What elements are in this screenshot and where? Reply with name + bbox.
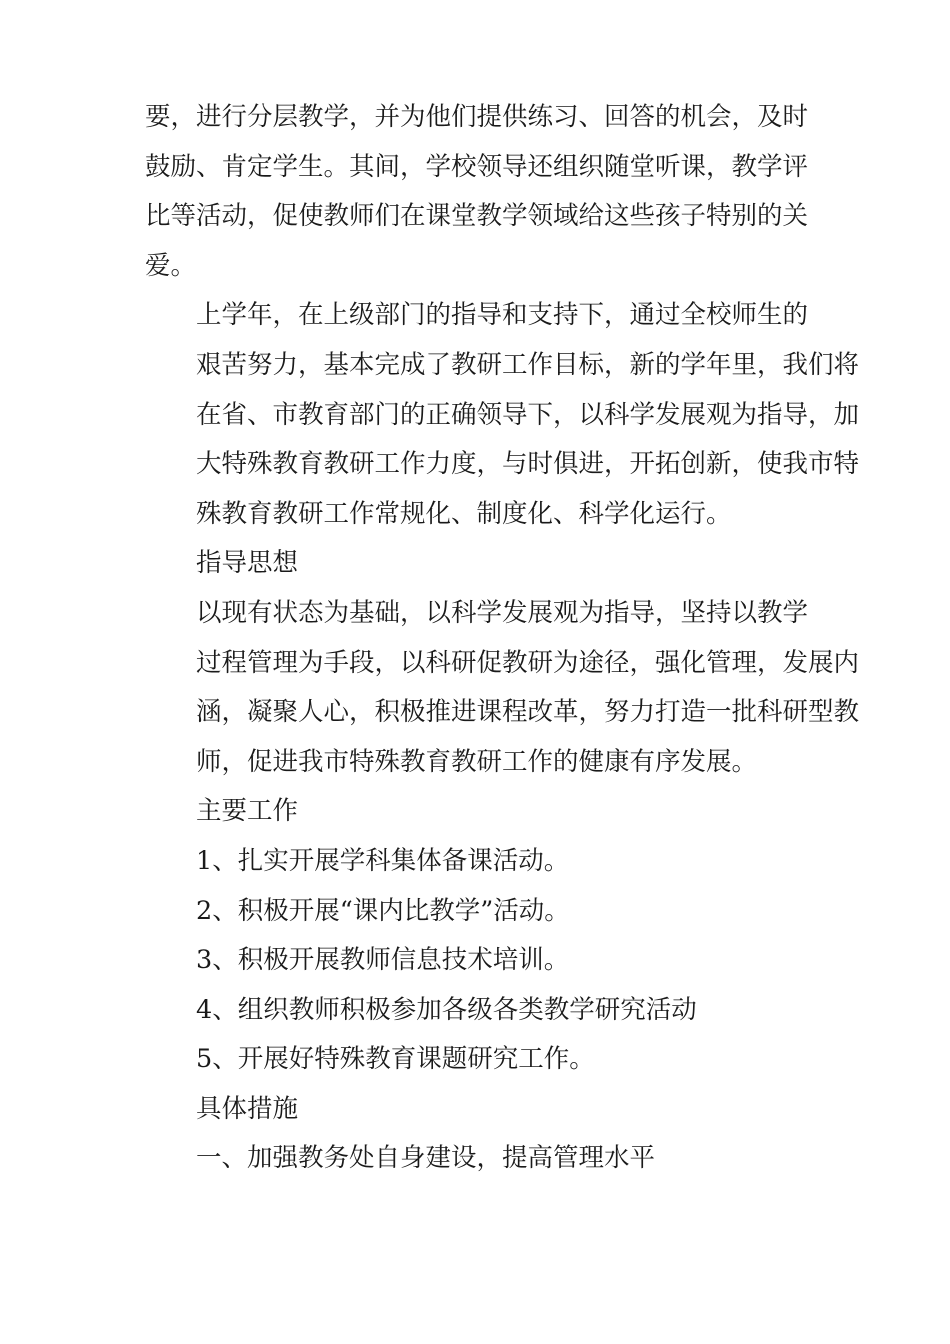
text-line: 大特殊教育教研工作力度，与时俱进，开拓创新，使我市特 <box>196 449 860 480</box>
text-line: 涵，凝聚人心，积极推进课程改革，努力打造一批科研型教 <box>196 697 860 728</box>
text-line: 5、开展好特殊教育课题研究工作。 <box>196 1044 595 1075</box>
paragraph <box>145 1035 807 1085</box>
paragraph <box>145 589 860 787</box>
document-body <box>145 93 860 1184</box>
paragraph <box>145 291 860 539</box>
text-line: 2、积极开展“课内比教学”活动。 <box>196 895 570 926</box>
paragraph <box>145 787 807 837</box>
text-line: 指导思想 <box>196 548 299 579</box>
text-line: 4、组织教师积极参加各级各类教学研究活动 <box>196 994 697 1025</box>
text-line: 鼓励、肯定学生。其间，学校领导还组织随堂听课，教学评 <box>145 151 809 182</box>
text-line: 具体措施 <box>196 1093 299 1124</box>
paragraph <box>145 1134 807 1184</box>
text-line: 1、扎实开展学科集体备课活动。 <box>196 845 570 876</box>
text-line: 3、积极开展教师信息技术培训。 <box>196 945 570 976</box>
text-line: 一、加强教务处自身建设，提高管理水平 <box>196 1143 656 1174</box>
paragraph <box>145 837 807 887</box>
paragraph <box>145 539 807 589</box>
text-line: 主要工作 <box>196 796 299 827</box>
text-line: 艰苦努力，基本完成了教研工作目标，新的学年里，我们将 <box>196 349 860 380</box>
text-line: 以现有状态为基础，以科学发展观为指导，坚持以教学 <box>196 597 809 628</box>
paragraph <box>145 986 807 1036</box>
text-line: 在省、市教育部门的正确领导下，以科学发展观为指导，加 <box>196 399 860 430</box>
paragraph <box>145 1085 807 1135</box>
text-line: 要，进行分层教学，并为他们提供练习、回答的机会，及时 <box>145 102 809 132</box>
text-line: 殊教育教研工作常规化、制度化、科学化运行。 <box>196 498 732 529</box>
text-line: 上学年，在上级部门的指导和支持下，通过全校师生的 <box>196 300 809 331</box>
paragraph <box>145 936 807 986</box>
text-line: 师，促进我市特殊教育教研工作的健康有序发展。 <box>196 746 758 777</box>
paragraph <box>145 93 807 291</box>
text-line: 比等活动，促使教师们在课堂教学领域给这些孩子特别的关 <box>145 201 809 232</box>
paragraph <box>145 887 807 937</box>
text-line: 过程管理为手段，以科研促教研为途径，强化管理，发展内 <box>196 647 860 678</box>
text-line: 爱。 <box>145 250 197 281</box>
